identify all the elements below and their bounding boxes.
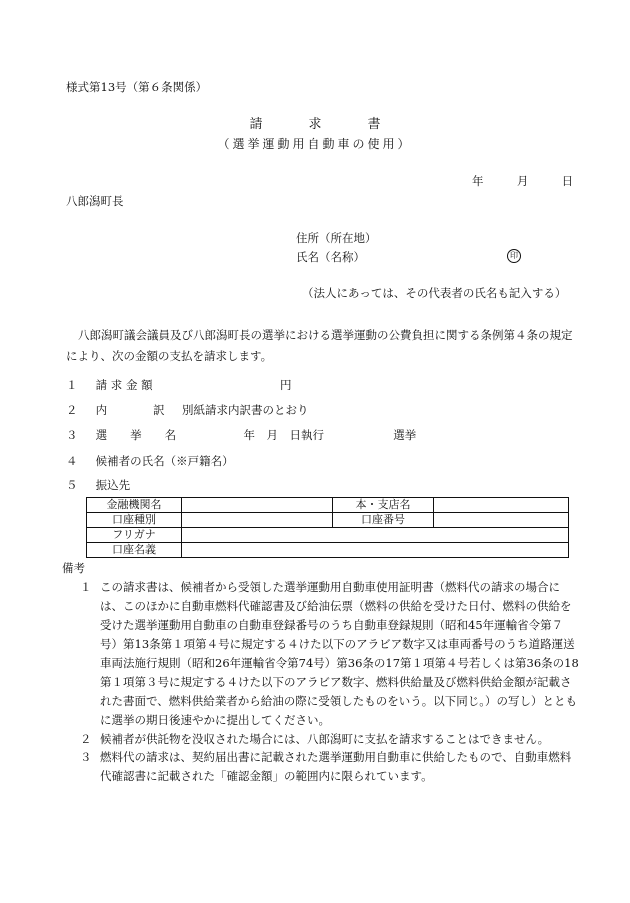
item-number: ２: [66, 403, 78, 417]
note-text: この請求書は、候補者から受領した選挙運動用自動車使用証明書（燃料代の請求の場合には、このほかに自動車燃料代確認書及び給油伝票（燃料の供給を受けた日付、燃料の供給を受けた選挙運動用自動車の自動車登録番号のうち自動車登録規則（昭和45年運輸省令第７号）第13条第１項第４号に規定する４けた以下のアラビア数字又は車両番号のうち道路運送車両法施行規則（昭和26年運輸省令第74号）第36条の17第１項第４号若しくは第36条の18第１項第３号に規定する４けた以下のアラビア数字、燃料供給量及び燃料供給金額が記載された書面で、燃料供給業者から給油の際に受領したものをいう。以下同じ。）の写し）とともに選挙の期日後速やかに提出してください。: [100, 580, 579, 727]
item-number: １: [66, 378, 78, 392]
item-label: 選 挙 名: [95, 428, 177, 442]
item-number: ５: [66, 478, 78, 492]
note-text: 候補者が供託物を没収された場合には、八郎潟町に支払を請求することはできません。: [100, 732, 550, 746]
item-label: 内 訳: [95, 403, 165, 417]
note-text: 燃料代の請求は、契約届出書に記載された選挙運動用自動車に供給したもので、自動車燃料代確認書に記載された「確認金額」の範囲内に限られています。: [100, 750, 572, 783]
bank-name-header: 金融機関名: [87, 498, 182, 513]
branch-cell[interactable]: [434, 498, 569, 513]
table-row: [87, 528, 569, 543]
furigana-cell[interactable]: [182, 528, 569, 543]
branch-header: 本・支店名: [333, 498, 434, 513]
request-body: 八郎潟町議会議員及び八郎潟町長の選挙における選挙運動の公費負担に関する条例第４条の規定により、次の金額の支払を請求します。: [66, 328, 573, 363]
item-candidate: [66, 456, 234, 468]
note-2: [80, 730, 580, 749]
item-value-2: 選挙: [393, 428, 417, 442]
name-label: 氏名（名称）: [296, 250, 365, 264]
item-number: ４: [66, 454, 78, 468]
document-title: 請求書: [249, 117, 427, 132]
bank-name-cell[interactable]: [182, 498, 333, 513]
date-year: 年: [472, 174, 484, 188]
item-label: 請 求 金 額: [95, 378, 153, 392]
item-label: 振込先: [95, 478, 131, 492]
document-subtitle: （選挙運動用自動車の使用）: [217, 137, 413, 151]
account-holder-cell[interactable]: [182, 543, 569, 558]
note-1: [80, 578, 580, 730]
item-value: 年 月 日執行: [243, 428, 324, 442]
item-transfer: [66, 480, 130, 492]
item-amount: [66, 380, 291, 392]
note-3: [80, 748, 580, 786]
furigana-header: フリガナ: [87, 528, 182, 543]
item-breakdown: [66, 405, 308, 417]
form-number: 様式第13号（第６条関係）: [66, 80, 208, 94]
corporate-note: （法人にあっては、その代表者の氏名も記入する）: [302, 286, 567, 300]
table-row: [87, 543, 569, 558]
addressee: 八郎潟町長: [66, 194, 124, 208]
seal-mark: 印: [507, 249, 521, 263]
account-number-cell[interactable]: [434, 513, 569, 528]
date-month: 月: [516, 174, 529, 188]
table-row: [87, 513, 569, 528]
notes-heading: 備考: [62, 561, 85, 575]
item-label: 候補者の氏名（※戸籍名）: [95, 454, 234, 468]
note-number: １: [80, 580, 92, 594]
account-type-cell[interactable]: [182, 513, 333, 528]
address-label: 住所（所在地）: [296, 231, 377, 245]
account-type-header: 口座種別: [87, 513, 182, 528]
account-number-header: 口座番号: [333, 513, 434, 528]
note-number: ３: [80, 750, 92, 764]
date-day: 日: [561, 174, 574, 188]
item-value: 別紙請求内訳書のとおり: [181, 403, 309, 417]
item-value: 円: [279, 378, 292, 392]
account-holder-header: 口座名義: [87, 543, 182, 558]
table-row: [87, 498, 569, 513]
bank-table: [86, 497, 569, 558]
date-line: [472, 176, 573, 188]
note-number: ２: [80, 732, 92, 746]
item-number: ３: [66, 428, 78, 442]
item-election: [66, 430, 416, 442]
